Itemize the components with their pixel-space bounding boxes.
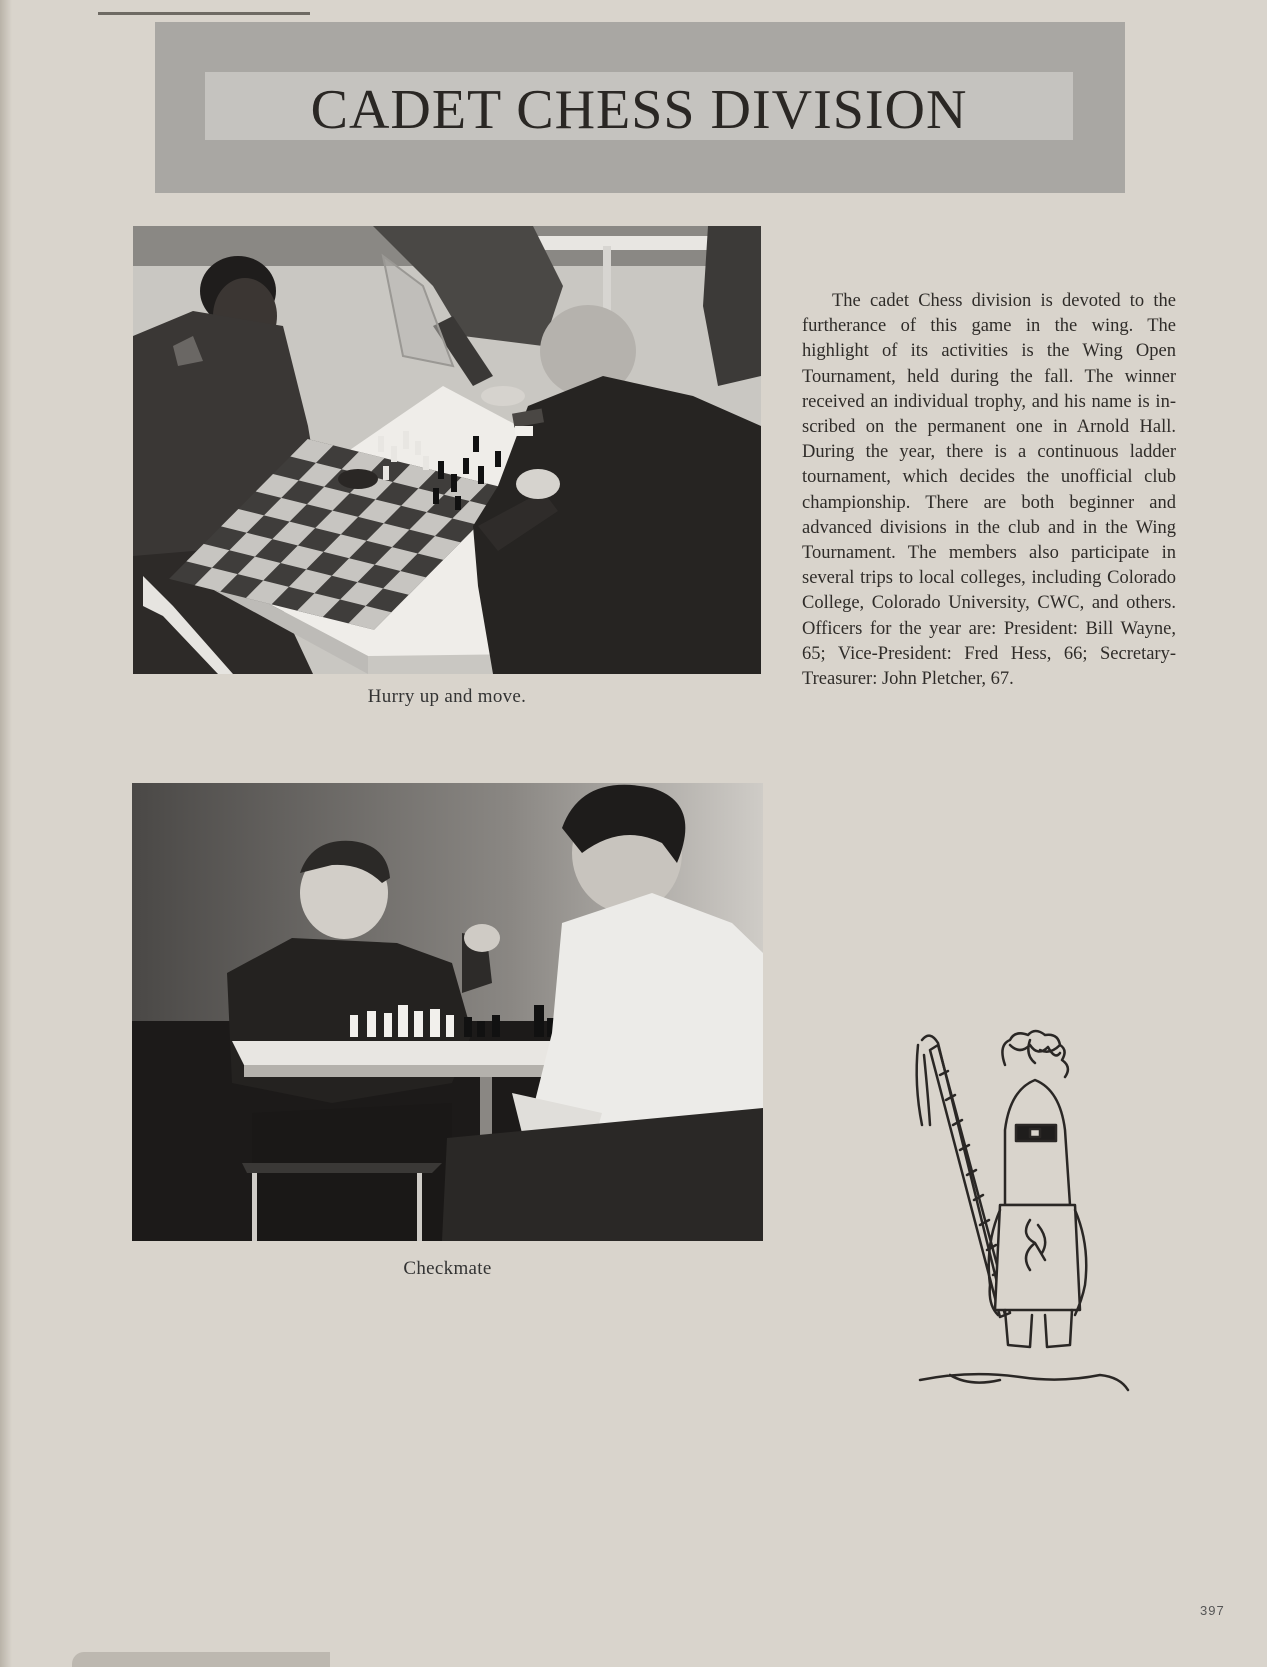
- photo-caption: Hurry up and move.: [367, 686, 527, 707]
- knight-cartoon-drawing: [910, 1025, 1140, 1455]
- page-title: CADET CHESS DIVISION: [310, 79, 968, 141]
- bottom-tab: [72, 1652, 330, 1667]
- photo-chess-game-2: [132, 783, 763, 1241]
- page-edge: [0, 0, 12, 1667]
- title-box: [205, 72, 1073, 140]
- page-number: 397: [1200, 1603, 1225, 1618]
- top-rule: [98, 12, 310, 15]
- photo-chess-game-1: [133, 226, 761, 674]
- article-body: The cadet Chess division is devoted to the furtherance of this game in the wing. The highlight of its activities is the Wing Open Tournament, held during the fall. The winner received an individual trophy, and his name is inscribed on the permanent one in Arnold Hall. During the year, there is a continuous ladder tournament, which decides the unofficial club championship. There are both beginner and advanced divisions in the club and in the Wing Tournament. The members also participate in several trips to local colleges, including Colorado College, Colorado University, CWC, and others. Officers for the year are: President: Bill Wayne, 65; Vice-President: Fred Hess, 66; Secretary-Treasurer: John Pletcher, 67.: [802, 291, 1176, 690]
- photo-caption: Checkmate: [403, 1258, 492, 1279]
